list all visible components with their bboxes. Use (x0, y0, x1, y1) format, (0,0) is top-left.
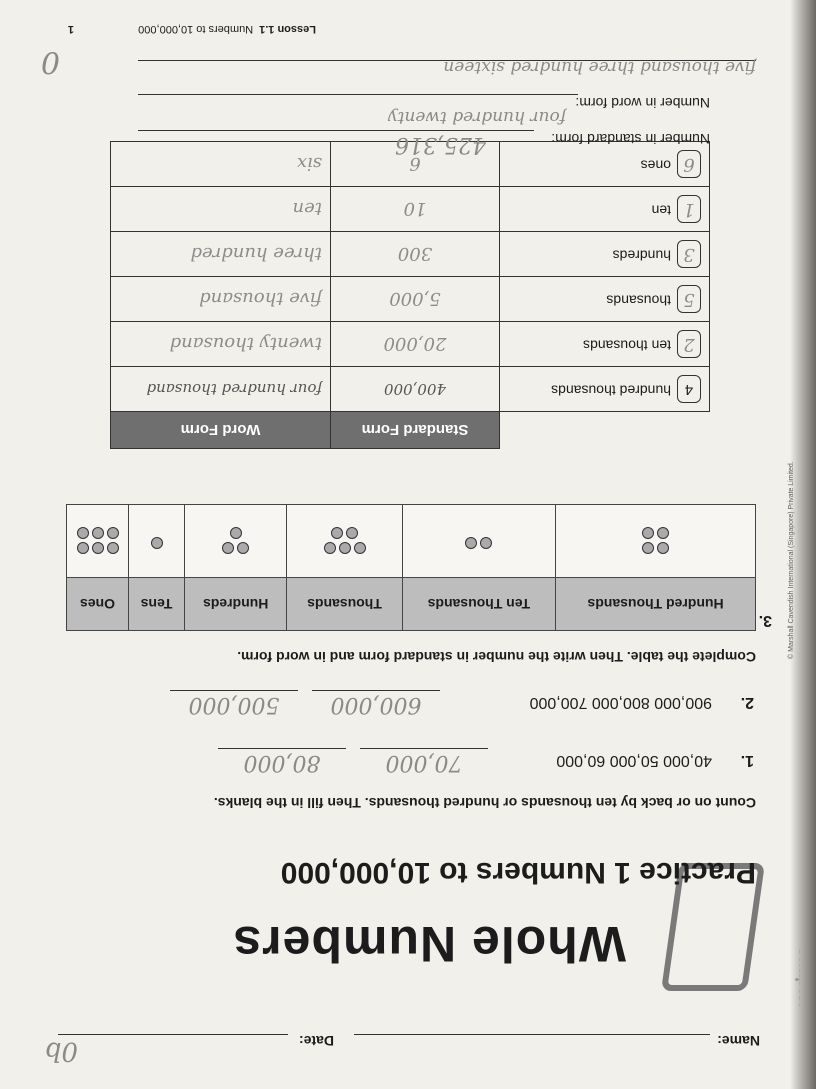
word-form-cell (111, 187, 331, 232)
question-1-sequence: 40,000 50,000 60,000 (556, 752, 712, 769)
place-value-dot (657, 542, 669, 554)
form-row (111, 187, 710, 232)
header-thousands: Thousands (287, 578, 402, 631)
standard-form-value: 6 (409, 153, 421, 175)
word-form-value: ten (292, 198, 322, 220)
lesson-title: Numbers to 10,000,000 (138, 23, 254, 35)
place-name: ten (651, 202, 671, 219)
place-value-dot (657, 527, 669, 539)
place-value-dot (77, 527, 89, 539)
lesson-number: Lesson 1.1 (259, 23, 316, 35)
question-2-answer-1: 600,000 (312, 690, 440, 717)
word-form-label: Number in word form: (575, 95, 710, 111)
date-label: Date: (298, 1033, 334, 1049)
dots-tens (129, 505, 185, 578)
place-value-dot (92, 527, 104, 539)
word-form-cell (111, 277, 331, 322)
chapter-title: Whole Numbers (232, 916, 626, 972)
place-value-dot (324, 542, 336, 554)
place-name: hundreds (612, 247, 671, 264)
word-form-answer-line-1: four hundred twenty (387, 107, 566, 127)
word-form-value: four hundred thousand (146, 380, 322, 398)
place-value-dot (151, 537, 163, 549)
word-form-value: six (296, 153, 322, 175)
digit-box: 6 (677, 150, 701, 178)
place-cell (500, 142, 710, 187)
place-value-dot (465, 537, 477, 549)
place-value-dot (642, 542, 654, 554)
dots-ones (67, 505, 129, 578)
question-1-answer-2: 80,000 (218, 748, 346, 775)
word-form-cell (111, 142, 331, 187)
question-2-number: 2. (740, 694, 754, 711)
standard-form-value: 400,000 (383, 380, 447, 398)
form-row (111, 232, 710, 277)
place-value-dot (92, 542, 104, 554)
chapter-label: Chapter (795, 945, 814, 1010)
place-value-dot (642, 527, 654, 539)
word-form-value: five thousand (199, 288, 322, 310)
place-cell (500, 277, 710, 322)
header-word-form: Word Form (111, 412, 331, 449)
place-cell (500, 187, 710, 232)
place-name: hundred thousands (551, 382, 671, 399)
page-footer (138, 23, 316, 35)
place-value-dot (339, 542, 351, 554)
dots-hundreds (185, 505, 287, 578)
header-hundreds: Hundreds (185, 578, 287, 631)
question-2-sequence: 900,000 800,000 700,000 (529, 694, 712, 711)
header-hundred-thousands: Hundred Thousands (556, 578, 756, 631)
place-value-table (66, 504, 756, 631)
handwritten-footer-mark: 0 (40, 44, 60, 79)
place-cell (500, 322, 710, 367)
standard-form-value: 20,000 (383, 333, 447, 355)
standard-form-answer: 425,316 (395, 132, 486, 157)
word-form-value: twenty thousand (169, 333, 322, 355)
place-value-header-row (67, 578, 756, 631)
place-value-dot (107, 527, 119, 539)
digit-box: 2 (677, 330, 701, 358)
date-line (58, 1034, 288, 1035)
place-value-dot (107, 542, 119, 554)
dots-hundred-thousands (556, 505, 756, 578)
standard-form-cell (331, 367, 500, 412)
handwritten-corner-mark: 0b (44, 1036, 78, 1066)
page-number: 1 (67, 23, 74, 35)
form-header-blank (500, 412, 710, 449)
header-tens: Tens (129, 578, 185, 631)
place-value-dot (480, 537, 492, 549)
practice-title: Practice 1 Numbers to 10,000,000 (280, 856, 756, 889)
digit-box: 4 (677, 375, 701, 403)
place-cell (500, 232, 710, 277)
place-value-dot (331, 527, 343, 539)
place-value-dot (77, 542, 89, 554)
standard-form-cell (331, 277, 500, 322)
instruction-count-on: Count on or back by ten thousands or hundred thousands. Then fill in the blanks. (213, 795, 756, 811)
header-ones: Ones (67, 578, 129, 631)
standard-form-value: 5,000 (389, 288, 441, 310)
place-name: thousands (606, 292, 671, 309)
question-1-number: 1. (740, 752, 754, 769)
standard-form-cell (331, 232, 500, 277)
word-form-line (138, 94, 578, 95)
standard-word-form-table (110, 141, 710, 449)
dots-thousands (287, 505, 402, 578)
digit-box: 1 (677, 195, 701, 223)
place-value-dot (222, 542, 234, 554)
place-cell (500, 367, 710, 412)
digit-box: 5 (677, 285, 701, 313)
digit-box: 3 (677, 240, 701, 268)
place-value-dot (346, 527, 358, 539)
word-form-value: three hundred (190, 243, 322, 265)
copyright-notice: © Marshall Cavendish International (Singapore) Private Limited. (788, 461, 795, 659)
standard-form-cell (331, 187, 500, 232)
standard-form-value: 300 (397, 243, 433, 265)
place-name: ones (640, 157, 671, 174)
dots-ten-thousands (402, 505, 555, 578)
form-row (111, 322, 710, 367)
name-line (354, 1034, 710, 1035)
question-1-answer-1: 70,000 (360, 748, 488, 775)
word-form-cell (111, 232, 331, 277)
place-value-dot (237, 542, 249, 554)
header-ten-thousands: Ten Thousands (402, 578, 555, 631)
form-row (111, 277, 710, 322)
header-standard-form: Standard Form (331, 412, 500, 449)
instruction-complete-table: Complete the table. Then write the number in standard form and in word form. (237, 649, 756, 665)
standard-form-line (138, 130, 534, 131)
word-form-cell (111, 367, 331, 412)
standard-form-label: Number in standard form: (551, 131, 710, 147)
name-label: Name: (717, 1033, 760, 1049)
place-value-dot (354, 542, 366, 554)
word-form-answer-line-2: five thousand three hundred sixteen (443, 57, 756, 77)
standard-form-value: 10 (403, 198, 427, 220)
place-value-dot (230, 527, 242, 539)
form-row (111, 367, 710, 412)
question-3-number: 3. (758, 612, 772, 629)
form-header-row (111, 412, 710, 449)
chapter-number-badge: 1 (661, 863, 765, 991)
place-value-dots-row (67, 505, 756, 578)
standard-form-cell (331, 322, 500, 367)
place-name: ten thousands (583, 337, 671, 354)
word-form-cell (111, 322, 331, 367)
question-2-answer-2: 500,000 (170, 690, 298, 717)
